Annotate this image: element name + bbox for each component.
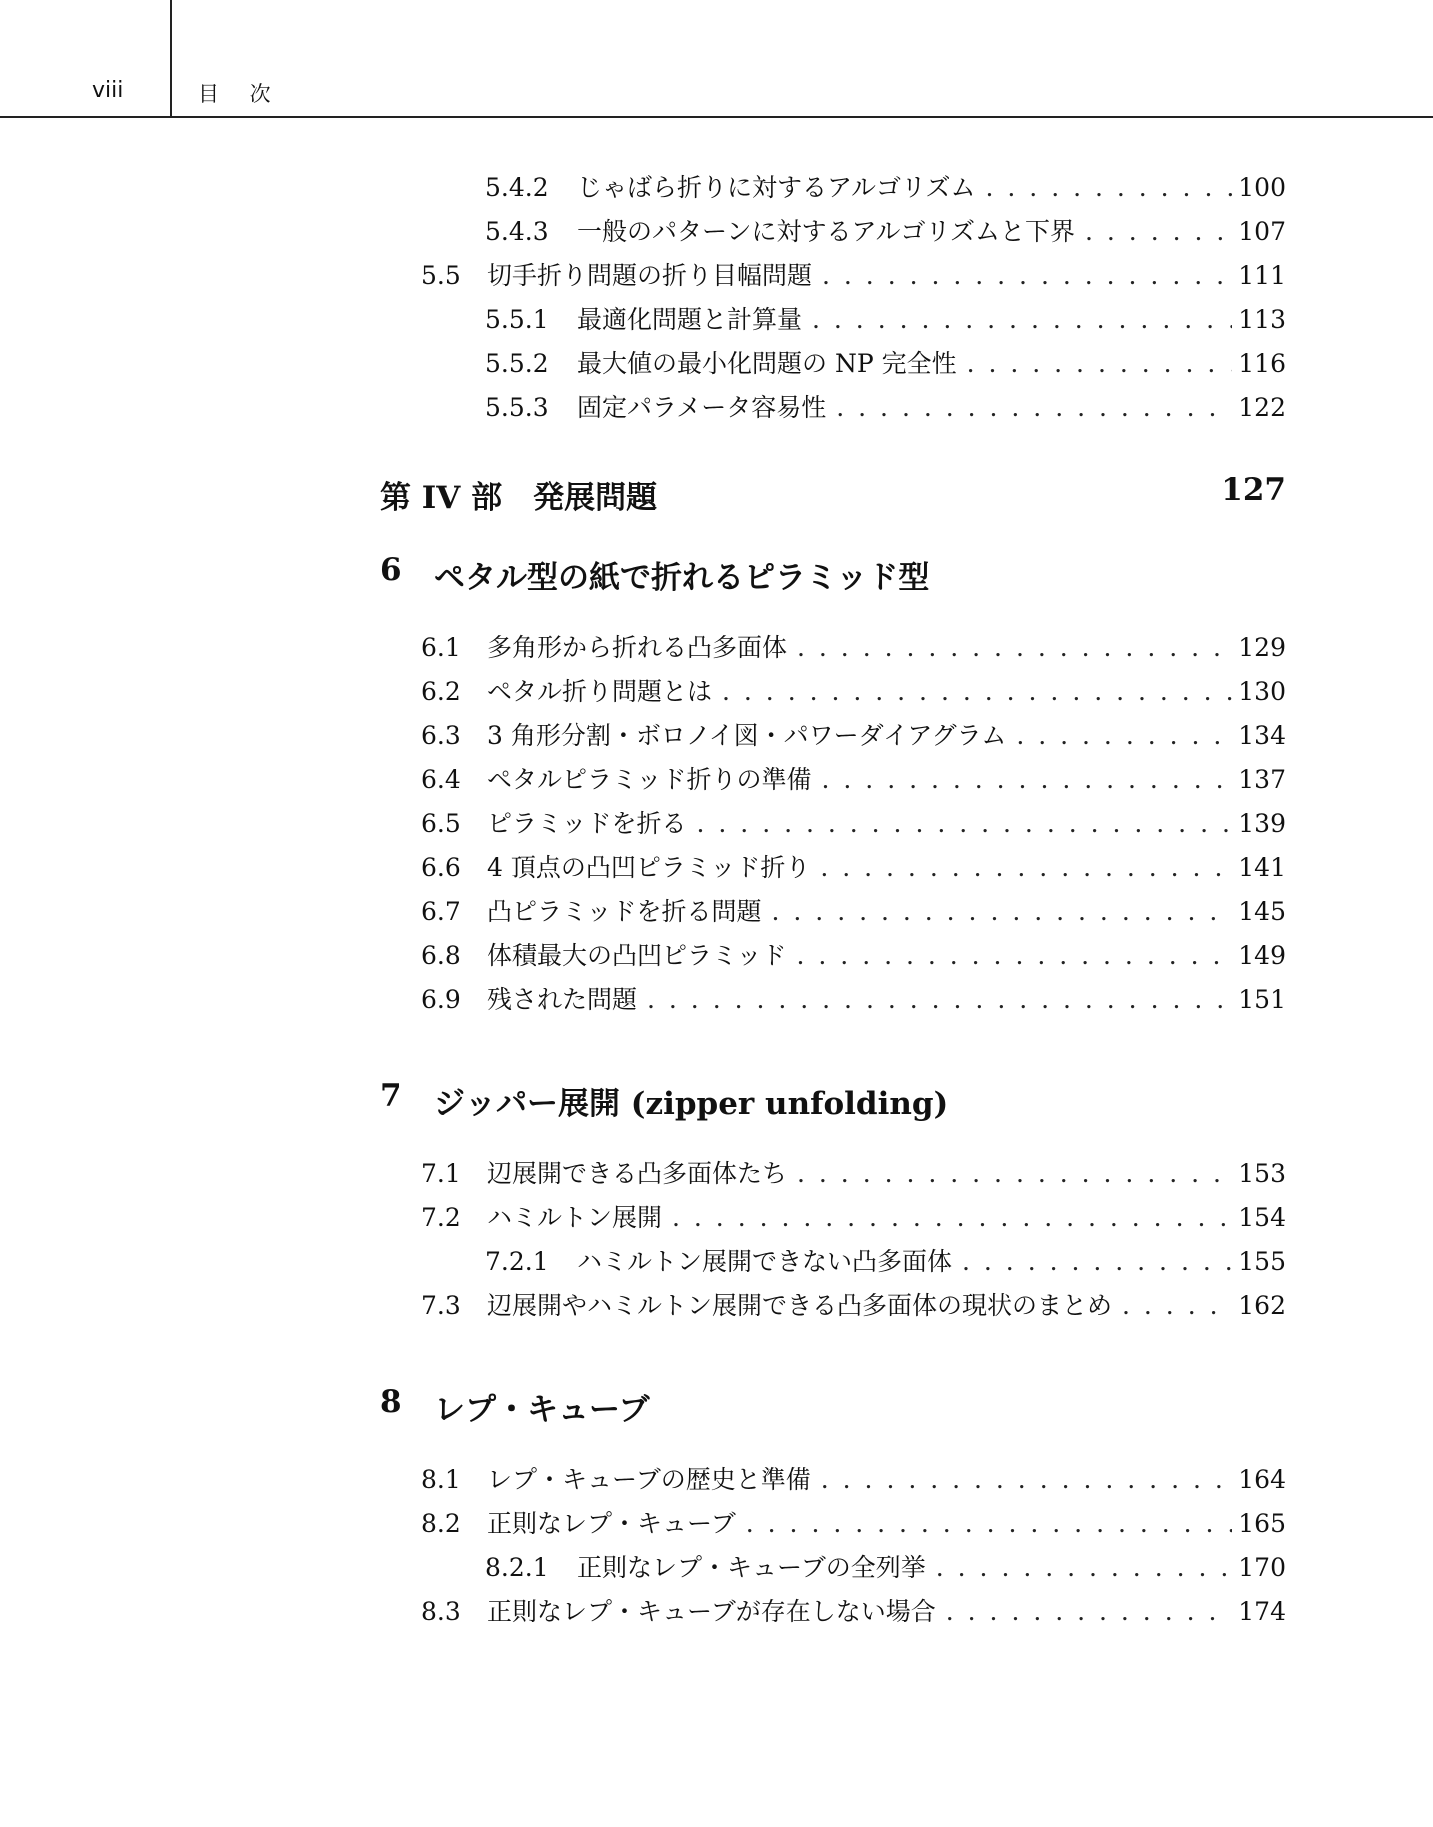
toc-entry[interactable]: 6.7 凸ピラミッドを折る問題 . . . 145	[421, 892, 1286, 928]
toc-entry[interactable]: 6.9 残された問題 . . . 151	[421, 980, 1286, 1016]
toc-entry[interactable]: 8.1 レプ・キューブの歴史と準備 . . . 164	[421, 1460, 1286, 1496]
toc-entry[interactable]: 7.3 辺展開やハミルトン展開できる凸多面体の現状のまとめ . . . 162	[421, 1286, 1286, 1322]
running-head: 目 次	[198, 82, 283, 106]
header-rule	[0, 116, 1433, 118]
toc-entry[interactable]: 6.2 ペタル折り問題とは . . . 130	[421, 672, 1286, 708]
toc-entry[interactable]: 6.8 体積最大の凸凹ピラミッド . . . 149	[421, 936, 1286, 972]
toc-entry[interactable]: 5.5.3 固定パラメータ容易性 . . . 122	[485, 388, 1286, 424]
toc-entry[interactable]: 5.5 切手折り問題の折り目幅問題 . . . 111	[421, 256, 1286, 292]
chapter-heading[interactable]: 7 ジッパー展開 (zipper unfolding)	[380, 1078, 949, 1122]
chapter-heading[interactable]: 6 ペタル型の紙で折れるピラミッド型	[380, 552, 930, 596]
toc-entry[interactable]: 5.5.1 最適化問題と計算量 . . . 113	[485, 300, 1286, 336]
page-number: viii	[92, 78, 124, 103]
toc-entry[interactable]: 6.1 多角形から折れる凸多面体 . . . 129	[421, 628, 1286, 664]
toc-entry[interactable]: 8.2.1 正則なレプ・キューブの全列挙 . . . 170	[485, 1548, 1286, 1584]
toc-entry[interactable]: 6.4 ペタルピラミッド折りの準備 . . . 137	[421, 760, 1286, 796]
toc-entry[interactable]: 7.2.1 ハミルトン展開できない凸多面体 . . . 155	[485, 1242, 1286, 1278]
toc-entry[interactable]: 8.2 正則なレプ・キューブ . . . 165	[421, 1504, 1286, 1540]
toc-entry[interactable]: 7.2 ハミルトン展開 . . . 154	[421, 1198, 1286, 1234]
toc-entry[interactable]: 6.6 4 頂点の凸凹ピラミッド折り . . . 141	[421, 848, 1286, 884]
toc-entry[interactable]: 6.3 3 角形分割・ボロノイ図・パワーダイアグラム . . . 134	[421, 716, 1286, 752]
header-vertical-rule	[170, 0, 172, 118]
toc-entry[interactable]: 8.3 正則なレプ・キューブが存在しない場合 . . . 174	[421, 1592, 1286, 1628]
toc-entry[interactable]: 5.4.2 じゃばら折りに対するアルゴリズム . . . 100	[485, 168, 1286, 204]
toc-entry[interactable]: 7.1 辺展開できる凸多面体たち . . . 153	[421, 1154, 1286, 1190]
toc-entry[interactable]: 5.5.2 最大値の最小化問題の NP 完全性 . . . 116	[485, 344, 1286, 380]
chapter-heading[interactable]: 8 レプ・キューブ	[380, 1384, 650, 1428]
toc-entry[interactable]: 5.4.3 一般のパターンに対するアルゴリズムと下界 . . . 107	[485, 212, 1286, 248]
toc-entry[interactable]: 6.5 ピラミッドを折る . . . 139	[421, 804, 1286, 840]
part-heading[interactable]: 第 IV 部 発展問題 127	[380, 472, 1286, 516]
